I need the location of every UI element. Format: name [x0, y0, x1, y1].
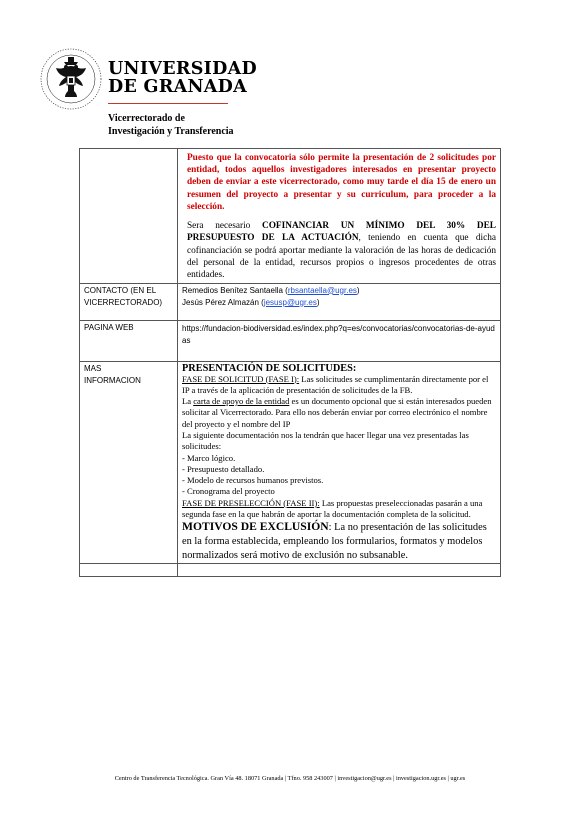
header-divider [108, 103, 228, 104]
cofinancing-bold: COFINANCIAR UN MÍNIMO DEL 30% DEL PRESUPUESTO DE LA ACTUACIÓN [187, 221, 496, 244]
info-label: MAS INFORMACION [80, 361, 178, 564]
university-crest-icon [40, 48, 102, 110]
contact-person-1-name: Remedios Benítez Santaella ( [182, 285, 288, 295]
phase2-title: FASE DE PRESELECCIÓN (FASE II): [182, 497, 320, 508]
support-letter-text: es un documento opcional que si están interesados pueden solicitar al Vicerrectorado. Para ello nos deberán enviar por correo electrónico el nombre del proyecto y el nombre del IP [182, 396, 492, 429]
university-name [108, 60, 257, 96]
contact-email-2-link[interactable]: jesusp@ugr.es [263, 297, 317, 307]
phase1-paragraph [182, 374, 496, 397]
contact-person-1 [182, 285, 496, 297]
contact-row [80, 283, 501, 320]
exclusion-title: MOTIVOS DE EXCLUSIÓN [182, 520, 329, 534]
call-info-table [79, 148, 501, 577]
doc-item: - Presupuesto detallado. [182, 463, 265, 474]
contact-cell [178, 283, 501, 320]
info-row [80, 361, 501, 564]
exclusion-paragraph [182, 520, 496, 562]
submission-heading: PRESENTACIÓN DE SOLICITUDES: [182, 362, 357, 374]
doc-item: - Modelo de recursos humanos previstos. [182, 475, 324, 486]
contact-person-2 [182, 297, 496, 309]
department-name [108, 112, 234, 138]
intro-cell [178, 149, 501, 284]
contact-email-1-link[interactable]: rbsantaella@ugr.es [287, 285, 357, 295]
documentation-intro: La siguiente documentación nos la tendrán que hacer llegar una vez presentadas las solicitudes: [182, 429, 469, 452]
contact-person-1-close: ) [356, 285, 360, 295]
cofinancing-after: , teniendo en cuenta que dicha cofinanciación se podrá aportar mediante la valoración de las horas de dedicación del personal de la entidad, recursos propios o ingresos procedentes de otras entidades. [187, 233, 496, 281]
contact-label: CONTACTO (EN EL VICERRECTORADO) [80, 283, 178, 320]
phase2-text: Las propuestas preseleccionadas pasarán a una segunda fase en la que habrán de aportar la documentación completa de la solicitud. [182, 497, 483, 520]
phase2-paragraph [182, 498, 496, 521]
support-letter-pre: La [182, 396, 194, 407]
intro-row [80, 149, 501, 284]
exclusion-text: : La no presentación de las solicitudes en la forma establecida, empleando los formularios, formatos y modelos normalizados será motivo de exclusión no subsanable. [182, 522, 487, 561]
info-cell [178, 361, 501, 564]
support-letter-paragraph [182, 396, 496, 430]
contact-person-2-name: Jesús Pérez Almazán ( [182, 297, 264, 307]
web-row [80, 320, 501, 361]
support-letter-link[interactable]: carta de apoyo de la entidad [193, 396, 290, 407]
department-line2: Investigación y Transferencia [108, 126, 234, 137]
doc-item: - Cronograma del proyecto [182, 486, 275, 497]
web-label: PAGINA WEB [80, 320, 178, 361]
cofinancing-note [187, 220, 496, 281]
university-name-line1: UNIVERSIDAD [108, 59, 257, 79]
cofinancing-before: Sera necesario [187, 221, 251, 232]
contact-person-2-close: ) [316, 297, 320, 307]
intro-label-cell [80, 149, 178, 284]
department-line1: Vicerrectorado de [108, 113, 185, 124]
university-name-line2: DE GRANADA [108, 77, 248, 97]
empty-row [80, 564, 501, 577]
page-footer: Centro de Transferencia Tecnológica. Gran Vía 48. 18071 Granada | Tfno. 958 243007 | investigacion@ugr.es | investigacion.ugr.es | ugr.es [114, 775, 466, 782]
doc-item: - Marco lógico. [182, 452, 236, 463]
phase1-text: Las solicitudes se cumplimentarán directamente por el IP a través de la aplicación de presentación de solicitudes de la FB. [182, 373, 489, 395]
web-url[interactable]: https://fundacion-biodiversidad.es/index.php?q=es/convocatorias/convocatorias-de-ayudas [178, 320, 501, 361]
phase1-title: FASE DE SOLICITUD (FASE I): [182, 373, 300, 384]
empty-label-cell [80, 564, 178, 577]
red-notice: Puesto que la convocatoria sólo permite la presentación de 2 solicitudes por entidad, todos aquellos investigadores interesados en presentar proyecto deben de enviar a este vicerrectorado, como muy tarde el día 15 de enero un resumen del proyecto a presentar y su curriculum, para proceder a la selección. [187, 153, 496, 212]
empty-value-cell [178, 564, 501, 577]
